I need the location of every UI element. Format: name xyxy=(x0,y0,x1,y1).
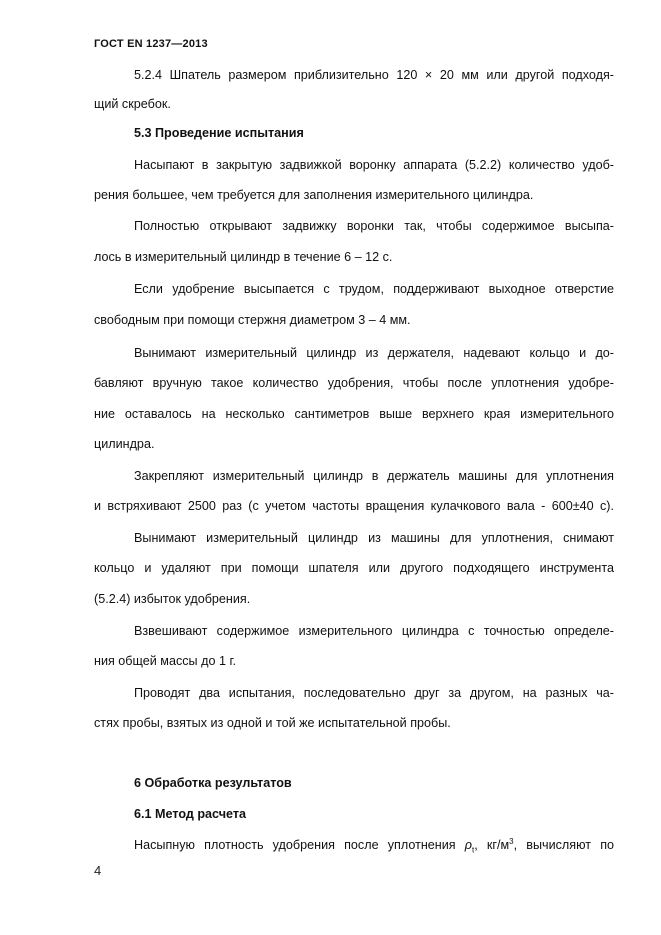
paragraph-line: стях пробы, взятых из одной и той же испытательной пробы. xyxy=(94,716,451,730)
paragraph-line: Насыпают в закрытую задвижкой воронку аппарата (5.2.2) количество удоб- xyxy=(134,158,614,172)
paragraph-line: кольцо и удаляют при помощи шпателя или другого подходящего инструмента xyxy=(94,561,614,575)
paragraph-line: Взвешивают содержимое измерительного цилиндра с точностью определе- xyxy=(134,624,614,638)
paragraph-line: Проводят два испытания, последовательно друг за другом, на разных ча- xyxy=(134,686,614,700)
paragraph-line: Вынимают измерительный цилиндр из машины для уплотнения, снимают xyxy=(134,531,614,545)
paragraph-line-formula xyxy=(134,837,614,853)
section-heading-5-3: 5.3 Проведение испытания xyxy=(134,126,304,140)
section-heading-6: 6 Обработка результатов xyxy=(134,776,292,790)
section-heading-6-1: 6.1 Метод расчета xyxy=(134,807,247,821)
paragraph-line: Вынимают измерительный цилиндр из держателя, надевают кольцо и до- xyxy=(134,346,614,360)
text-fragment: , вычисляют по xyxy=(513,838,615,852)
paragraph-line: Закрепляют измерительный цилиндр в держатель машины для уплотнения xyxy=(134,469,614,483)
paragraph-line: и встряхивают 2500 раз (с учетом частоты вращения кулачкового вала - 600±40 с). xyxy=(94,499,614,513)
paragraph-line: цилиндра. xyxy=(94,437,155,451)
subscript-t: t xyxy=(472,845,475,855)
superscript-3: 3 xyxy=(509,836,514,846)
paragraph-line: ние оставалось на несколько сантиметров выше верхнего края измерительного xyxy=(94,407,614,421)
paragraph-line: 5.2.4 Шпатель размером приблизительно 120 × 20 мм или другой подходя- xyxy=(134,68,614,82)
text-fragment: , кг/м xyxy=(474,838,510,852)
text-fragment: Насыпную плотность удобрения после уплотнения xyxy=(134,838,465,852)
rho-symbol: ρ xyxy=(464,838,472,852)
paragraph-line: Если удобрение высыпается с трудом, поддерживают выходное отверстие xyxy=(134,282,614,296)
paragraph-line: (5.2.4) избыток удобрения. xyxy=(94,592,251,606)
paragraph-line: рения большее, чем требуется для заполнения измерительного цилиндра. xyxy=(94,188,534,202)
paragraph-line: свободным при помощи стержня диаметром 3 – 4 мм. xyxy=(94,313,411,327)
document-code-header: ГОСТ EN 1237—2013 xyxy=(94,38,208,50)
paragraph-line: щий скребок. xyxy=(94,97,171,111)
paragraph-line: Полностью открывают задвижку воронки так, чтобы содержимое высыпа- xyxy=(134,219,614,233)
paragraph-line: лось в измерительный цилиндр в течение 6 – 12 с. xyxy=(94,250,393,264)
paragraph-line: бавляют вручную такое количество удобрения, чтобы после уплотнения удобре- xyxy=(94,376,614,390)
paragraph-line: ния общей массы до 1 г. xyxy=(94,654,236,668)
page-number: 4 xyxy=(94,863,102,878)
